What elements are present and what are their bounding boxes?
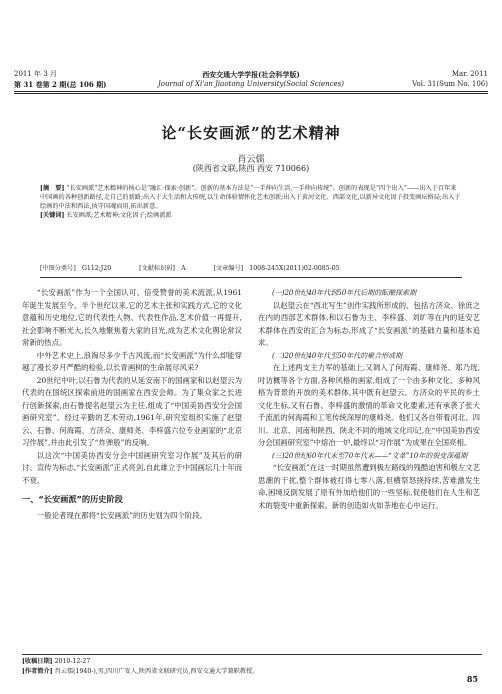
- author-affiliation: (陕西省文联,陕西 西安 710066): [192, 164, 310, 173]
- author-bio-label: [作者简介]: [22, 668, 53, 675]
- author-bio: [22, 667, 258, 677]
- keywords-label: [关键词]: [40, 212, 65, 219]
- article-author: 肖云儒: [237, 155, 265, 165]
- abstract-text: “长安画派”艺术精神的核心是“融汇·探索·创新”。创新的基本方法是“一手伸向生活,一手伸向传统”。创新的表现是“四个出入”——出入于百年来中国画的各种创新路径,走自己的新路;出入于大生活和大传统,以生命体验情怀化艺术创新;出入于黄河文化、西部文化,以新异文化因子投变画坛格局;出入于绘画的中法和西法,执守国魂而用,拓出新意。: [40, 185, 461, 210]
- paragraph: 中外艺术史上,浪淘尽多少千古风流,而“长安画派”为什么却能穿越了漫长岁月严酷的检验,以长青画树的生命展尽风采?: [22, 350, 242, 372]
- document-code: [文献标识码] A: [139, 265, 186, 272]
- section-heading: 一、“长安画派”的历史阶段: [22, 494, 123, 504]
- paragraph: “长安画派”作为一个全国认可、倍受赞誉的美术流派,从1961年诞生发展至今。半个世纪以来,它的艺术主张和实践方式,它的文化意蕴和历史地位,它的代表性人物、代表性作品,艺术价值一再提升,社会影响不断光大,长久地聚焦着大家的目光,成为艺术文化舆论常议常新的热点。: [22, 288, 242, 347]
- header-right-issue: Vol. 31(Sum No. 106): [412, 80, 488, 88]
- paragraph: 以赵望云在“西北写生”创作实践所形成的、包括方济众、徐庶之在内的西部艺术群体,和以石鲁为主、李梓盛、刘旷等在内的延安艺术群体在西安的汇合为标志,形成了“长安画派”的基础力量和基本追求。: [258, 300, 480, 347]
- subsection-heading: (三)20世纪60年代末至70年代末——“文革”10年的裂变深蕴期: [272, 451, 468, 460]
- received-label: [收稿日期]: [22, 658, 53, 665]
- paragraph: 在上述两支主力军的基础上,又调入了何海霞、康师尧、郑乃珖,吋访概等各个方面,各种风格的画家,组成了一个由多种文化、多种风格为背景的开放的美术群体,其中既有赵望云、方济众的平民的乡土文化生标,又有石鲁、李梓盛的激情的革命文化要素,还有承袭了张大千流派的何海霞和工笔传统深厚的康师尧。他们又各自带着河北、四川、北京、河南和陕西、陕北不同的地域文化印记,在“中国美协西安分会国画研究室”中熔冶一炉,最终以“习作展”为成果在全国亮相。: [258, 363, 480, 447]
- header-left-date: 2011 年 3 月: [14, 70, 57, 78]
- abstract-label: [摘 要]: [40, 185, 65, 192]
- article-title: 论“长安画派”的艺术精神: [161, 124, 341, 142]
- paragraph: 以这次“中国美协西安分会中国画研究室习作展”及其后的研讨、宣传为标志,“长安画派”正式亮剑,自此雄立于中国画坛几十年而不衰。: [22, 450, 242, 485]
- footnote-rule: [22, 654, 482, 655]
- body-left-column: [22, 287, 242, 522]
- header-rule: [14, 91, 488, 92]
- received-date: [22, 657, 258, 667]
- keywords: [40, 211, 462, 220]
- received-value: 2010-12-27: [54, 658, 91, 665]
- subsection-heading: (一)20世纪40年代到50年代后期的酝酿探索期: [272, 289, 417, 297]
- header-journal-cn: 西安交通大学学报(社会科学版): [202, 70, 300, 79]
- page-number: 85: [466, 674, 478, 684]
- header-journal-en: Journal of Xi'an Jiaotong University(Social Sciences): [158, 80, 344, 88]
- keywords-text: 长安画派;艺术精神;文化因子;绘画流派: [66, 212, 172, 219]
- subsection-heading: (二)20世纪40年代至50年代的聚合形成期: [272, 351, 403, 360]
- paragraph: 一般论者现在都将“长安画派”的历史划为四个阶段。: [36, 510, 207, 520]
- clc-number: [中图分类号] G112;J20: [40, 265, 112, 272]
- header-right-date: Mar. 2011: [451, 70, 488, 78]
- classification-meta: [40, 263, 462, 272]
- article-number: [文章编号] 1008-245X(2011)02-0085-05: [213, 265, 340, 272]
- header-rule-2: [14, 93, 488, 94]
- author-bio-text: 肖云儒(1940-),男,四川广安人,陕西省文联研究员,西安交通大学兼职教授。: [54, 668, 259, 675]
- paragraph: 20世纪中叶,以石鲁为代表的从延安南下的国画家和以赵望云为代表的在国统区探索前进的国画家在西安会师。为了集众家之长进行创新探索,由石鲁提名赵望云为主任,组成了“中国美协西安分会国画研究室”。经过辛勤的艺术劳动,1961年,研究室组织实施了赵望云、石鲁、何海霞、方济众、康师尧、李梓盛六位专业画家的“北京习作展”,并由此引发了“炸弹般”的反响。: [22, 375, 242, 447]
- abstract: [40, 184, 462, 220]
- footnote: [22, 657, 258, 677]
- meta-rule: [40, 277, 462, 278]
- paragraph: “长安画派”在这一时期虽然遭到极左路线的残酷迫害和极左文艺思潮的干扰,整个群体被打得七零八落,但横祭怒挠持续,苦难激发生命,困境反倒发展了原有外加给他们的一些坚标,促使他们在人生和艺术的裂变中重新探索。新的创造如火如茶地在心中运行。: [258, 463, 480, 510]
- body-right-column: [258, 287, 480, 512]
- header-left-issue: 第 31 卷第 2 期(总 106 期): [14, 80, 107, 89]
